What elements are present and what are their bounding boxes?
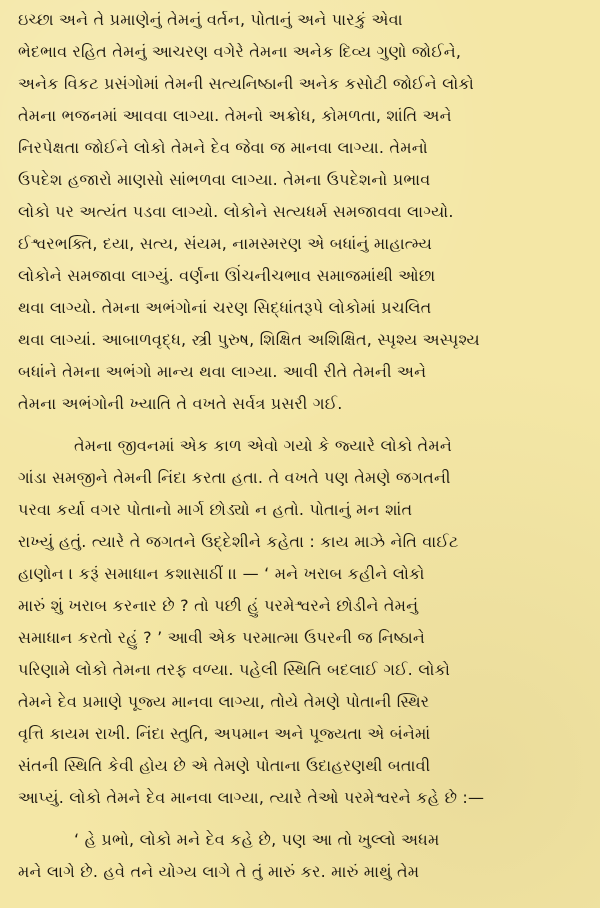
paragraph-2-line: સંતની સ્થિતિ કેવી હોય છે એ તેમણે પોતાના ઉદાહરણથી બતાવી [18, 756, 431, 775]
paragraph-1-line: ઉપદેશ હજારો માણસો સાંભળવા લાગ્યા. તેમના ઉપદેશનો પ્રભાવ [18, 170, 431, 189]
paragraph-1-line: અનેક વિકટ પ્રસંગોમાં તેમની સત્યનિષ્ઠાની અનેક કસોટી જોઈને લોકો [18, 74, 474, 93]
paragraph-2-line: તેમને દેવ પ્રમાણે પૂજ્ય માનવા લાગ્યા, તોયે તેમણે પોતાની સ્થિર [18, 692, 430, 711]
paragraph-1-line: થવા લાગ્યો. તેમના અભંગોનાં ચરણ સિદ્ધાંતરૂપે લોકોમાં પ્રચલિત [18, 298, 432, 317]
paragraph-gap [18, 814, 584, 824]
paragraph-2-line: રાખ્યું હતું. ત્યારે તે જગતને ઉદ્દેશીને કહેતા : કાય માઝે નેતિ વાઈટ [18, 532, 459, 551]
paragraph-1-line: થવા લાગ્યાં. આબાળવૃદ્ધ, સ્ત્રી પુરુષ, શિક્ષિત અશિક્ષિત, સ્પૃશ્ય અસ્પૃશ્ય [18, 330, 480, 349]
paragraph-2-line: ગાંડા સમજીને તેમની નિંદા કરતા હતા. તે વખતે પણ તેમણે જગતની [18, 468, 451, 487]
paragraph-1-line: તેમના અભંગોની ખ્યાતિ તે વખતે સર્વત્ર પ્રસરી ગઈ. [18, 394, 343, 413]
paragraph-2-line: પરિણામે લોકો તેમના તરફ વળ્યા. પહેલી સ્થિતિ બદલાઈ ગઈ. લોકો [18, 660, 451, 679]
paragraph-3-line: મને લાગે છે. હવે તને યોગ્ય લાગે તે તું મારું કર. મારું માથું તેમ [18, 862, 420, 881]
paragraph-1-line: લોકો પર અત્યંત પડવા લાગ્યો. લોકોને સત્યધર્મ સમજાવવા લાગ્યો. [18, 202, 454, 221]
paragraph-2-line: સમાધાન કરતો રહું ? ’ આવી એક પરમાત્મા ઉપરની જ નિષ્ઠાને [18, 628, 426, 647]
paragraph-2-line: વૃત્તિ કાયમ રાખી. નિંદા સ્તુતિ, અપમાન અને પૂજ્યતા એ બંનેમાં [18, 724, 431, 743]
paragraph-1-line: તેમના ભજનમાં આવવા લાગ્યા. તેમનો અક્રોધ, કોમળતા, શાંતિ અને [18, 106, 452, 125]
paragraph-1-line: લોકોને સમજાવા લાગ્યું. વર્ણના ઊંચનીચભાવ સમાજમાંથી ઓછા [18, 266, 436, 285]
paragraph-2-line: મારું શું ખરાબ કરનાર છે ? તો પછી હું પરમેશ્વરને છોડીને તેમનું [18, 596, 419, 615]
paragraph-1-line: ઇચ્છા અને તે પ્રમાણેનું તેમનું વર્તન, પોતાનું અને પારકું એવા [18, 10, 403, 29]
paragraph-2-line: પરવા કર્યા વગર પોતાનો માર્ગ છોડ્યો ન હતો. પોતાનું મન શાંત [18, 500, 413, 519]
paragraph-1-line: બધાંને તેમના અભંગો માન્ય થવા લાગ્યા. આવી રીતે તેમની અને [18, 362, 427, 381]
paragraph-2-line: આપ્યું. લોકો તેમને દેવ માનવા લાગ્યા, ત્યારે તેઓ પરમેશ્વરને કહે છે :— [18, 788, 485, 807]
document-text [18, 4, 584, 888]
paragraph-2-line: તેમના જીવનમાં એક કાળ એવો ગયો કે જ્યારે લોકો તેમને [74, 436, 452, 455]
paragraph-1-line: ભેદભાવ રહિત તેમનું આચરણ વગેરે તેમના અનેક દિવ્ય ગુણો જોઈને, [18, 42, 462, 61]
paragraph-1-line: નિરપેક્ષતા જોઈને લોકો તેમને દેવ જેવા જ માનવા લાગ્યા. તેમનો [18, 138, 428, 157]
paragraph-3-line: ‘ હે પ્રભો, લોકો મને દેવ કહે છે, પણ આ તો ખુલ્લો અધમ [74, 830, 440, 849]
paragraph-gap [18, 420, 584, 430]
paragraph-1-line: ઈશ્વરભક્તિ, દયા, સત્ય, સંયમ, નામસ્મરણ એ બધાંનું માહાત્મ્ય [18, 234, 433, 253]
paragraph-2-line: હાણોન । કરૂં સમાધાન કશાસાઠીં ।। — ‘ મને ખરાબ કહીને લોકો [18, 564, 425, 583]
